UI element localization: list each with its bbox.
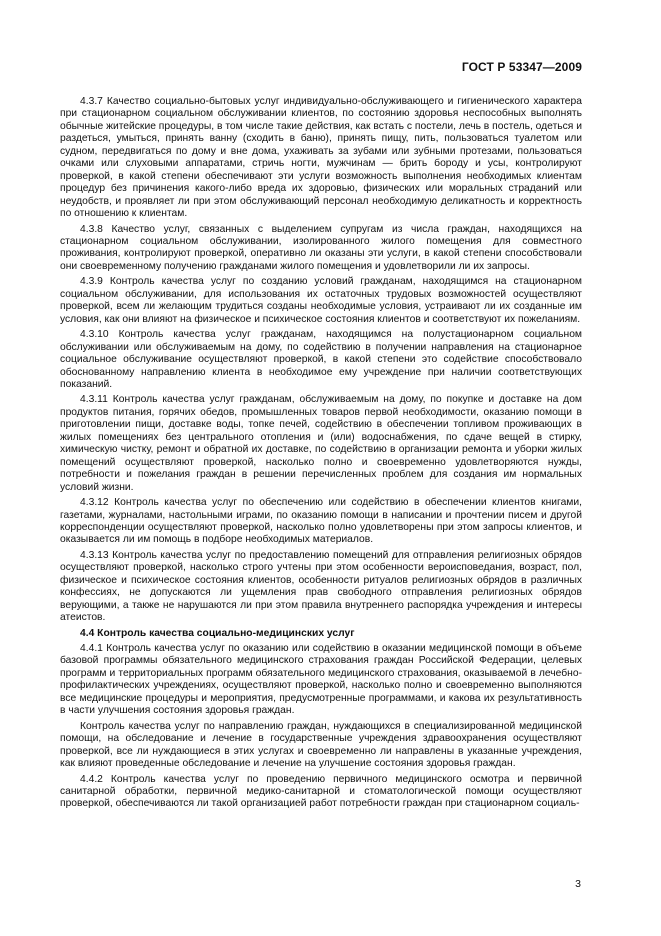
paragraph-4-3-12: 4.3.12 Контроль качества услуг по обеспечению или содействию в обеспечении клиентов книгами, газетами, журналами, настольными играми, по оказанию помощи в написании и прочтении писем и другой корреспонденции осуществляют проверкой, насколько полно удовлетворены при этом запросы клиентов, и оказывается ли им помощь в подборе необходимых материалов. (60, 497, 582, 546)
paragraph-4-3-8: 4.3.8 Качество услуг, связанных с выделением супругам из числа граждан, находящихся на стационарном социальном обслуживании, изолированного жилого помещения для совместного проживания, контролируют проверкой, оперативно ли оказаны эти услуги, в какой степени способствовали они своевременному получению гражданами жилого помещения и удовлетворили ли их запросы. (60, 223, 582, 272)
paragraph-4-3-7: 4.3.7 Качество социально-бытовых услуг индивидуально-обслуживающего и гигиенического характера при стационарном социальном обслуживании клиентов, по состоянию здоровья неспособных выполнять обычные житейские процедуры, в том числе такие действия, как встать с постели, лечь в постель, одеться и раздеться, умыться, принять ванну (сходить в баню), принять пищу, пить, пользоваться туалетом или судном, передвигаться по дому и вне дома, ухаживать за зубами или зубными протезами, пользоваться очками или слуховыми аппаратами, стричь ногти, мужчинам — брить бороду и усы, контролируют проверкой, в какой степени обеспечивают эти услуги возможность выполнения необходимых клиентам процедур без причинения какого-либо вреда их здоровью, физических или моральных страданий или неудобств, и проявляет ли при этом обслуживающий персонал необходимую деликатность и корректность по отношению к клиентам. (60, 96, 582, 220)
section-heading-4-4: 4.4 Контроль качества социально-медицинских услуг (80, 627, 355, 639)
paragraph-4-4-2: 4.4.2 Контроль качества услуг по проведению первичного медицинского осмотра и первичной санитарной обработки, первичной медико-санитарной и стоматологической помощи осуществляют проверкой, обеспечиваются ли такой организацией работ потребности граждан при стационарном социаль- (60, 773, 582, 810)
paragraph-4-3-13: 4.3.13 Контроль качества услуг по предоставлению помещений для отправления религиозных обрядов осуществляют проверкой, насколько строго учтены при этом особенности вероисповедания, возраст, пол, физическое и психическое состояния клиентов, особенности ритуалов религиозных обрядов в различных конфессиях, не допускаются ли ущемления прав свободного отправления религиозных обрядов верующими, а также не нарушаются ли при этом правила внутреннего распорядка учреждения и интересы атеистов. (60, 549, 582, 624)
document-code: ГОСТ Р 53347—2009 (461, 60, 582, 74)
paragraph-4-4-1-continued: Контроль качества услуг по направлению граждан, нуждающихся в специализированной медицинской помощи, на обследование и лечение в государственные учреждения здравоохранения осуществляют проверкой, все ли нуждающиеся в этих услугах и своевременно ли направлены в указанные учреждения, как влияют проведенные обследование и лечение на улучшение состояния здоровья граждан. (60, 720, 582, 770)
paragraph-4-3-11: 4.3.11 Контроль качества услуг гражданам, обслуживаемым на дому, по покупке и доставке на дом продуктов питания, горячих обедов, промышленных товаров первой необходимости, оказанию помощи в приготовлении пищи, доставке воды, топке печей, содействию в обеспечении топливом проживающих в жилых помещениях без центрального отопления и (или) водоснабжения, по сдаче вещей в стирку, химическую чистку, ремонт и обратной их доставке, по содействию в организации ремонта и уборки жилых помещений осуществляют проверкой, насколько полно и своевременно удовлетворяются нужды, потребности и пожелания граждан в решении перечисленных проблем для создания им нормальных условий жизни. (60, 394, 582, 493)
paragraph-4-3-10: 4.3.10 Контроль качества услуг гражданам, находящимся на полустационарном социальном обслуживании или обслуживаемым на дому, по содействию в получении направления на стационарное социальное обслуживание осуществляют проверкой, в какой степени это содействие способствовало обоснованному направлению клиента в необходимое ему учреждение при наличии соответствующих показаний. (60, 329, 582, 390)
page-number: 3 (575, 878, 581, 890)
paragraph-4-3-9: 4.3.9 Контроль качества услуг по созданию условий гражданам, находящимся на стационарном социальном обслуживании, для использования их остаточных трудовых возможностей осуществляют проверкой, всем ли желающим трудиться созданы необходимые условия, устраивают ли их созданные им условия, как они влияют на физическое и психическое состояния клиентов и соответствуют их пожеланиям. (60, 276, 582, 325)
paragraph-4-4-1: 4.4.1 Контроль качества услуг по оказанию или содействию в оказании медицинской помощи в объеме базовой программы обязательного медицинского страхования граждан Российской Федерации, целевых программ и территориальных программ обязательного медицинского страхования, оказываемой в лечебно-профилактических учреждениях, осуществляют проверкой, насколько полно и своевременно выполняются все медицинские процедуры и мероприятия, предусмотренные программами, и какова их результативность в части улучшения состояния здоровья граждан. (60, 643, 582, 717)
body-text (60, 96, 582, 814)
